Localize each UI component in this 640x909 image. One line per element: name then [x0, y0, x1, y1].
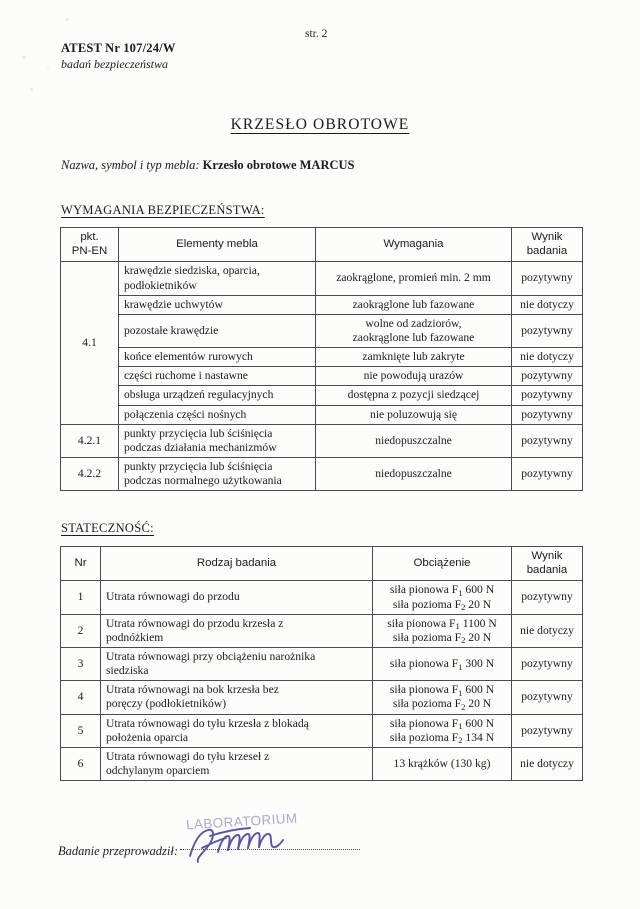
table-row — [61, 647, 583, 680]
cell-test-type: Utrata równowagi do tyłu krzeseł z odchylanym oparciem — [101, 747, 373, 780]
table-row — [61, 295, 583, 314]
atest-number: ATEST Nr 107/24/W — [61, 41, 176, 55]
cell-result: nie dotyczy — [512, 348, 583, 367]
column-header-nr: Nr — [61, 547, 101, 581]
cell-test-type: Utrata równowagi do przodu krzesła z podnóżkiem — [101, 614, 373, 647]
cell-nr: 5 — [61, 714, 101, 747]
table-row — [61, 367, 583, 386]
cell-result: pozytywny — [512, 681, 583, 714]
cell-element: końce elementów rurowych — [119, 348, 316, 367]
cell-nr: 3 — [61, 647, 101, 680]
cell-result: pozytywny — [512, 405, 583, 424]
table-row — [61, 714, 583, 747]
cell-requirement: dostępna z pozycji siedzącej — [316, 386, 512, 405]
cell-result: pozytywny — [512, 581, 583, 614]
atest-subtitle: badań bezpieczeństwa — [61, 56, 168, 71]
cell-test-type: Utrata równowagi przy obciążeniu narożnika siedziska — [101, 647, 373, 680]
table-row — [61, 581, 583, 614]
table-row — [61, 262, 583, 295]
cell-load: siła pionowa $F_1$ 600 N siła pozioma $F_2$ 20 N — [373, 681, 512, 714]
cell-requirement: zaokrąglone lub fazowane — [316, 295, 512, 314]
cell-element: punkty przycięcia lub ściśnięcia podczas działania mechanizmów — [119, 424, 316, 457]
cell-requirement: zamknięte lub zakryte — [316, 348, 512, 367]
product-name-line — [61, 158, 355, 173]
cell-result: pozytywny — [512, 262, 583, 295]
scan-speckle — [66, 18, 69, 21]
product-name-value: Krzesło obrotowe MARCUS — [202, 158, 355, 172]
table-row — [61, 405, 583, 424]
table-row — [61, 457, 583, 490]
table-row — [61, 614, 583, 647]
cell-element: krawędzie uchwytów — [119, 295, 316, 314]
cell-result: nie dotyczy — [512, 295, 583, 314]
table-row — [61, 314, 583, 347]
scan-speckle — [22, 56, 26, 59]
table-row — [61, 386, 583, 405]
cell-result: pozytywny — [512, 314, 583, 347]
cell-test-type: Utrata równowagi do przodu — [101, 581, 373, 614]
cell-result: pozytywny — [512, 424, 583, 457]
table-row — [61, 424, 583, 457]
table-header-row — [61, 547, 583, 581]
cell-nr: 4 — [61, 681, 101, 714]
cell-element: pozostałe krawędzie — [119, 314, 316, 347]
cell-requirement: nie poluzowują się — [316, 405, 512, 424]
cell-requirement: niedopuszczalne — [316, 457, 512, 490]
cell-result: nie dotyczy — [512, 614, 583, 647]
cell-requirement: nie powodują urazów — [316, 367, 512, 386]
scan-speckle — [30, 88, 33, 91]
cell-requirement: wolne od zadziorów, zaokrąglone lub fazowane — [316, 314, 512, 347]
page-number: str. 2 — [305, 28, 328, 40]
cell-test-type: Utrata równowagi do tyłu krzesła z blokadą położenia oparcia — [101, 714, 373, 747]
safety-requirements-table — [60, 227, 583, 491]
table-row — [61, 747, 583, 780]
column-header-load: Obciążenie — [373, 547, 512, 581]
section-heading-safety: WYMAGANIA BEZPIECZEŃSTWA: — [61, 203, 265, 217]
cell-load: siła pionowa $F_1$ 300 N — [373, 647, 512, 680]
cell-element: krawędzie siedziska, oparcia, podłokietników — [119, 262, 316, 295]
laboratory-stamp-text: LABORATORIUM — [185, 810, 298, 833]
cell-nr: 1 — [61, 581, 101, 614]
page-title: KRZESŁO OBROTOWE — [230, 116, 410, 133]
cell-result: pozytywny — [512, 714, 583, 747]
scan-speckle — [47, 68, 49, 70]
section-heading-stability: STATECZNOŚĆ: — [61, 521, 154, 535]
cell-pkt: 4.2.2 — [61, 457, 119, 490]
column-header-requirement: Wymagania — [316, 228, 512, 262]
handwritten-signature — [184, 822, 304, 862]
table-row — [61, 348, 583, 367]
cell-result: pozytywny — [512, 386, 583, 405]
cell-element: punkty przycięcia lub ściśnięcia podczas normalnego użytkowania — [119, 457, 316, 490]
cell-element: części ruchome i nastawne — [119, 367, 316, 386]
cell-pkt: 4.1 — [61, 262, 119, 424]
cell-nr: 6 — [61, 747, 101, 780]
column-header-result: Wynik badania — [512, 228, 583, 262]
cell-load: siła pionowa $F_1$ 600 N siła pozioma $F_2$ 20 N — [373, 581, 512, 614]
cell-result: nie dotyczy — [512, 747, 583, 780]
cell-pkt: 4.2.1 — [61, 424, 119, 457]
cell-requirement: niedopuszczalne — [316, 424, 512, 457]
stability-table — [60, 546, 583, 781]
signature-label: Badanie przeprowadził: — [58, 844, 179, 858]
table-header-row — [61, 228, 583, 262]
cell-load: siła pionowa $F_1$ 600 N siła pozioma $F_2$ 134 N — [373, 714, 512, 747]
column-header-test-type: Rodzaj badania — [101, 547, 373, 581]
signature-block — [58, 810, 388, 876]
column-header-result: Wynik badania — [512, 547, 583, 581]
column-header-element: Elementy mebla — [119, 228, 316, 262]
cell-result: pozytywny — [512, 457, 583, 490]
cell-nr: 2 — [61, 614, 101, 647]
cell-result: pozytywny — [512, 367, 583, 386]
cell-requirement: zaokrąglone, promień min. 2 mm — [316, 262, 512, 295]
product-name-label: Nazwa, symbol i typ mebla: — [61, 158, 200, 172]
column-header-pkt: pkt. PN-EN — [61, 228, 119, 262]
cell-element: połączenia części nośnych — [119, 405, 316, 424]
cell-result: pozytywny — [512, 647, 583, 680]
document-header — [61, 40, 176, 72]
cell-test-type: Utrata równowagi na bok krzesła bez poręczy (podłokietników) — [101, 681, 373, 714]
cell-load: 13 krążków (130 kg) — [373, 747, 512, 780]
cell-load: siła pionowa $F_1$ 1100 N siła pozioma $F_2$ 20 N — [373, 614, 512, 647]
cell-element: obsługa urządzeń regulacyjnych — [119, 386, 316, 405]
table-row — [61, 681, 583, 714]
